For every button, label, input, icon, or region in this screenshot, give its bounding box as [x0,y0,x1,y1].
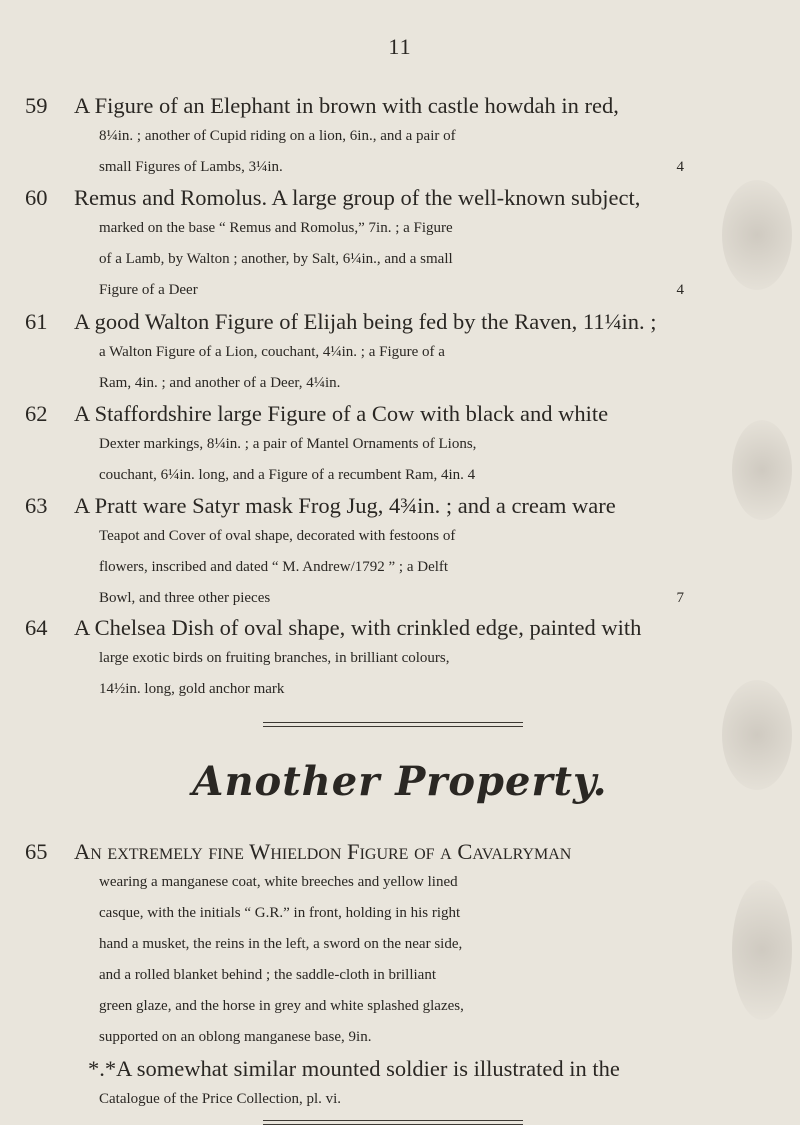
description-line: supported on an oblong manganese base, 9in. [99,1029,372,1045]
description-text: Figure of a Deer [99,282,198,298]
description-line: Remus and Romolus. A large group of the well-known subject, [74,185,641,210]
description-line: marked on the base “ Remus and Romolus,” 7in. ; a Figure [99,220,453,236]
description-line [74,275,724,306]
description-line: couchant, 6¼in. long, and a Figure of a recumbent Ram, 4in. 4 [99,467,476,483]
description-line [74,583,724,614]
description-text: small Figures of Lambs, 3¼in. [99,159,283,175]
description-line: 8¼in. ; another of Cupid riding on a lion, 6in., and a pair of [99,128,456,144]
description-line [74,152,724,183]
note-line: *.*A somewhat similar mounted soldier is illustrated in the [88,1056,620,1081]
description-line: A Chelsea Dish of oval shape, with crinkled edge, painted with [74,615,642,640]
description-text: Bowl, and three other pieces [99,590,271,606]
section-divider [263,1120,523,1125]
description-line: hand a musket, the reins in the left, a sword on the near side, [99,936,463,952]
lot-description [74,90,724,183]
description-line: A Pratt ware Satyr mask Frog Jug, 4¾in. ; and a cream ware [74,493,616,518]
lot-number: 59 [25,93,48,118]
lot-number: 65 [25,839,48,864]
section-heading: Another Property. [192,758,608,805]
stain-mark [732,880,792,1020]
description-line: Dexter markings, 8¼in. ; a pair of Mantel Ornaments of Lions, [99,436,477,452]
lot-number: 63 [25,493,48,518]
description-line: 14½in. long, gold anchor mark [99,681,285,697]
description-line: Ram, 4in. ; and another of a Deer, 4¼in. [99,375,341,391]
description-line: A good Walton Figure of Elijah being fed by the Raven, 11¼in. ; [74,309,657,334]
lot-description [74,306,724,399]
note-line: Catalogue of the Price Collection, pl. vi. [99,1091,342,1107]
lot-description [74,182,724,306]
lot-number: 61 [25,309,48,334]
lot-description [74,612,724,705]
description-line: Teapot and Cover of oval shape, decorated with festoons of [99,528,456,544]
lot-description [74,490,724,614]
lot-number: 60 [25,185,48,210]
lot-description [74,398,724,491]
stain-mark [722,680,792,790]
stain-mark [722,180,792,290]
description-line: An extremely fine Whieldon Figure of a Cavalryman [74,839,572,864]
description-line: wearing a manganese coat, white breeches and yellow lined [99,874,458,890]
stain-mark [732,420,792,520]
description-line: flowers, inscribed and dated “ M. Andrew/1792 ” ; a Delft [99,559,449,575]
lot-description [74,836,724,1115]
description-line: green glaze, and the horse in grey and white splashed glazes, [99,998,464,1014]
description-line: large exotic birds on fruiting branches, in brilliant colours, [99,650,450,666]
description-line: of a Lamb, by Walton ; another, by Salt, 6¼in., and a small [99,251,453,267]
description-line: a Walton Figure of a Lion, couchant, 4¼in. ; a Figure of a [99,344,445,360]
description-line: A Figure of an Elephant in brown with castle howdah in red, [74,93,619,118]
lot-number: 62 [25,401,48,426]
lot-quantity: 4 [676,282,684,298]
lot-quantity: 7 [676,590,684,606]
description-line: and a rolled blanket behind ; the saddle-cloth in brilliant [99,967,436,983]
lot-quantity: 4 [676,159,684,175]
page-number: 11 [388,34,412,59]
section-divider [263,722,523,727]
description-line: A Staffordshire large Figure of a Cow with black and white [74,401,609,426]
lot-number: 64 [25,615,48,640]
description-line: casque, with the initials “ G.R.” in front, holding in his right [99,905,461,921]
